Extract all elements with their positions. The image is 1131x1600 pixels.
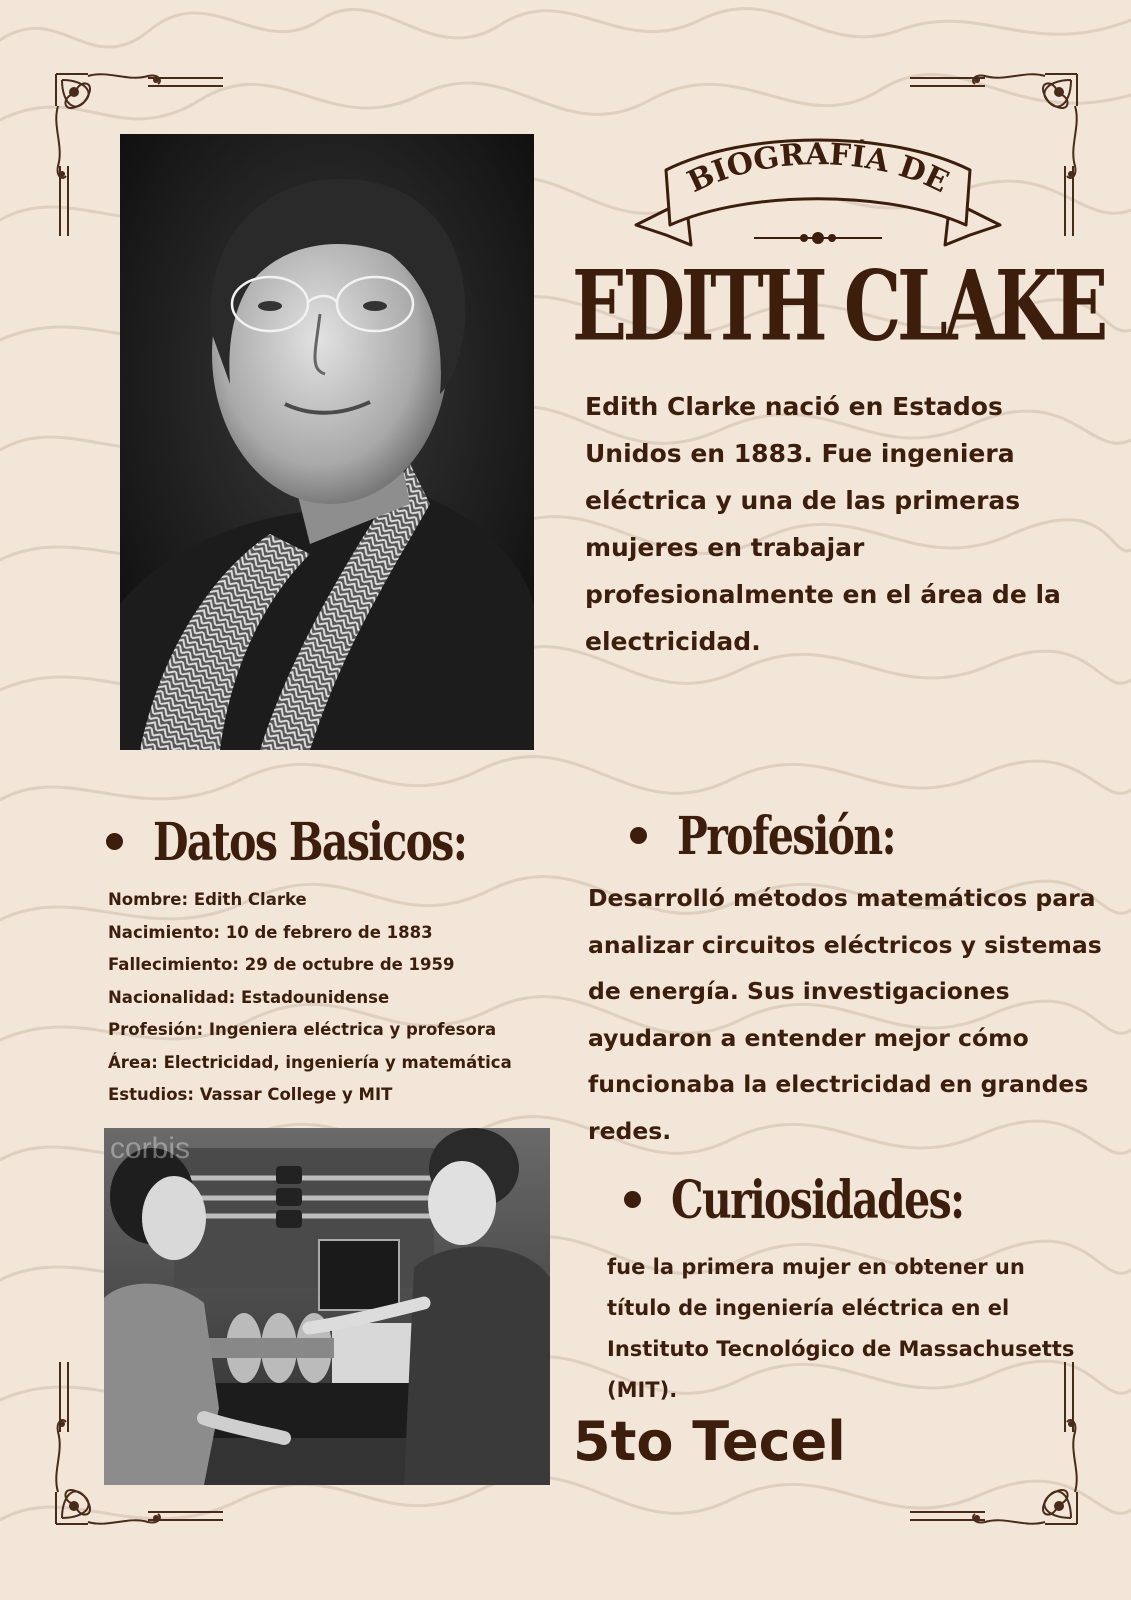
lab-photo [104,1128,550,1485]
curiosidades-heading-text: Curiosidades: [671,1168,964,1231]
datos-list [108,884,538,1112]
page-title: EDITH CLAKE [572,249,1104,364]
ribbon-label: BIOGRAFÍA DE [682,137,954,201]
profesion-heading-text: Profesión: [677,804,896,867]
portrait-photo [120,134,534,750]
datos-heading [106,812,535,871]
datos-item: Profesión: Ingeniera eléctrica y profesora [108,1020,497,1039]
profesion-heading [630,806,943,865]
curiosidades-text: fue la primera mujer en obtener un título de ingeniería eléctrica en el Instituto Tecnológico de Massachusetts (MIT). [607,1255,1075,1402]
datos-item: Nacionalidad: Estadounidense [108,987,390,1007]
datos-heading-text: Datos Basicos: [153,810,467,873]
bullet-icon [624,1191,641,1208]
datos-item: Área: Electricidad, ingeniería y matemática [108,1052,512,1072]
photo-watermark: corbis [110,1132,191,1165]
datos-item: Nacimiento: 10 de febrero de 1883 [108,922,433,942]
footer-label: 5to Tecel [573,1410,846,1473]
title-ribbon [626,130,1010,260]
curiosidades-heading [624,1170,1028,1229]
datos-item: Estudios: Vassar College y MIT [108,1085,393,1104]
datos-item: Nombre: Edith Clarke [108,890,307,909]
profesion-text: Desarrolló métodos matemáticos para analizar circuitos eléctricos y sistemas de energía. Sus investigaciones ayudaron a entender mejor cómo funcionaba la electricidad en grandes redes. [588,884,1102,1145]
datos-item: Fallecimiento: 29 de octubre de 1959 [108,955,455,974]
intro-paragraph: Edith Clarke nació en Estados Unidos en 1883. Fue ingeniera eléctrica y una de las primeras mujeres en trabajar profesionalmente en el área de la electricidad. [585,392,1061,656]
bullet-icon [630,827,647,844]
bullet-icon [106,833,123,850]
